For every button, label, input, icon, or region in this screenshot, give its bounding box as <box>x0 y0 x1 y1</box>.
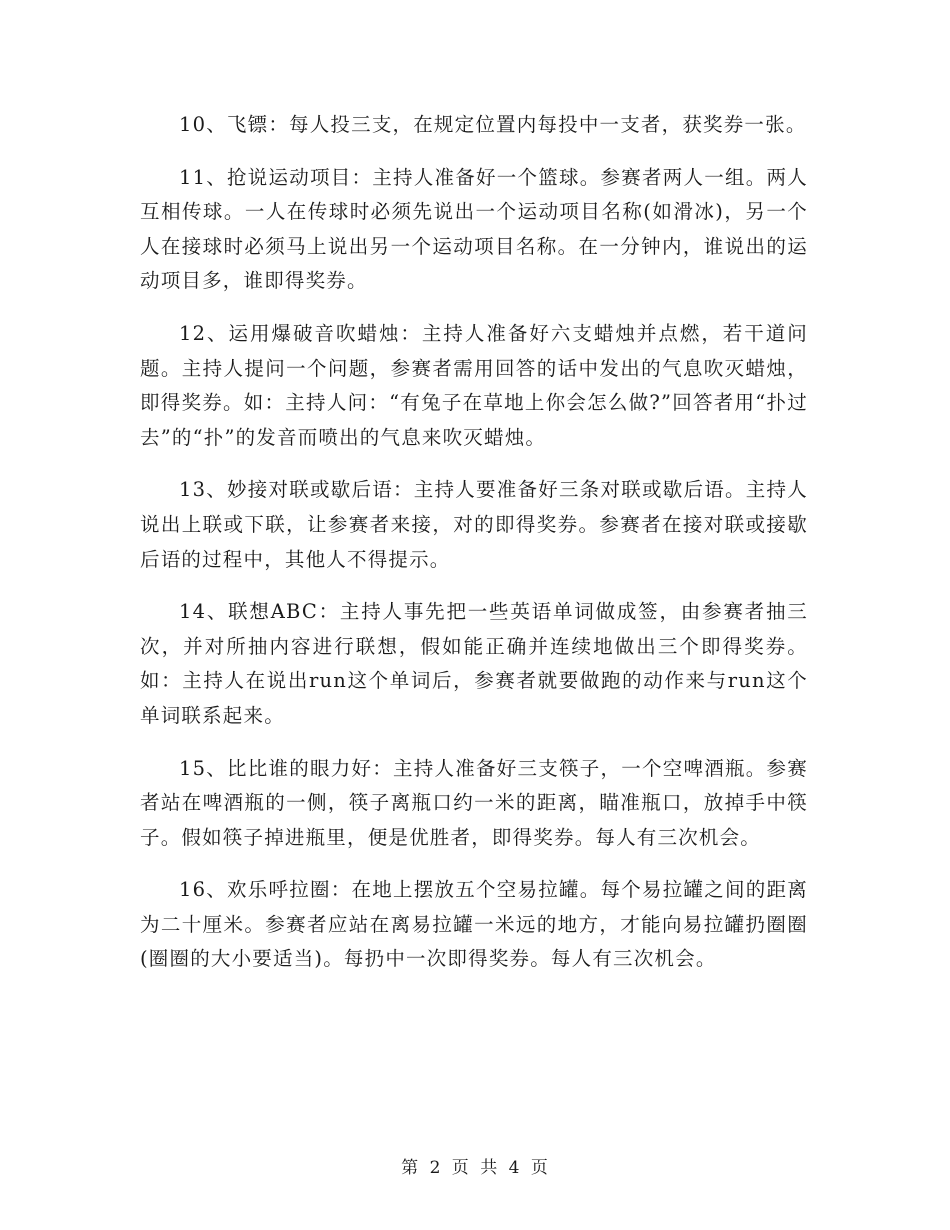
page-number-footer: 第 2 页 共 4 页 <box>401 1158 549 1178</box>
paragraph-item-11: 11、抢说运动项目：主持人准备好一个篮球。参赛者两人一组。两人互相传球。一人在传球时必须先说出一个运动项目名称(如滑冰)，另一个人在接球时必须马上说出另一个运动项目名称。在一分钟内，谁说出的运动项目多，谁即得奖券。 <box>140 165 808 293</box>
paragraph-item-10: 10、飞镖：每人投三支，在规定位置内每投中一支者，获奖券一张。 <box>179 113 807 136</box>
paragraph-item-14: 14、联想ABC：主持人事先把一些英语单词做成签，由参赛者抽三次，并对所抽内容进行联想，假如能正确并连续地做出三个即得奖券。如：主持人在说出run这个单词后，参赛者就要做跑的动作来与run这个单词联系起来。 <box>140 600 808 727</box>
paragraph-item-16: 16、欢乐呼拉圈：在地上摆放五个空易拉罐。每个易拉罐之间的距离为二十厘米。参赛者应站在离易拉罐一米远的地方，才能向易拉罐扔圈圈(圈圈的大小要适当)。每扔中一次即得奖券。每人有三次机会。 <box>140 878 808 971</box>
document-body <box>140 108 808 977</box>
paragraph-item-13: 13、妙接对联或歇后语：主持人要准备好三条对联或歇后语。主持人说出上联或下联，让参赛者来接，对的即得奖券。参赛者在接对联或接歇后语的过程中，其他人不得提示。 <box>140 478 808 571</box>
paragraph-item-12: 12、运用爆破音吹蜡烛：主持人准备好六支蜡烛并点燃，若干道问题。主持人提问一个问题，参赛者需用回答的话中发出的气息吹灭蜡烛，即得奖券。如：主持人问：“有兔子在草地上你会怎么做?”回答者用“扑过去”的“扑”的发音而喷出的气息来吹灭蜡烛。 <box>140 321 808 449</box>
paragraph-item-15: 15、比比谁的眼力好：主持人准备好三支筷子，一个空啤酒瓶。参赛者站在啤酒瓶的一侧，筷子离瓶口约一米的距离，瞄准瓶口，放掉手中筷子。假如筷子掉进瓶里，便是优胜者，即得奖券。每人有三次机会。 <box>140 756 808 849</box>
